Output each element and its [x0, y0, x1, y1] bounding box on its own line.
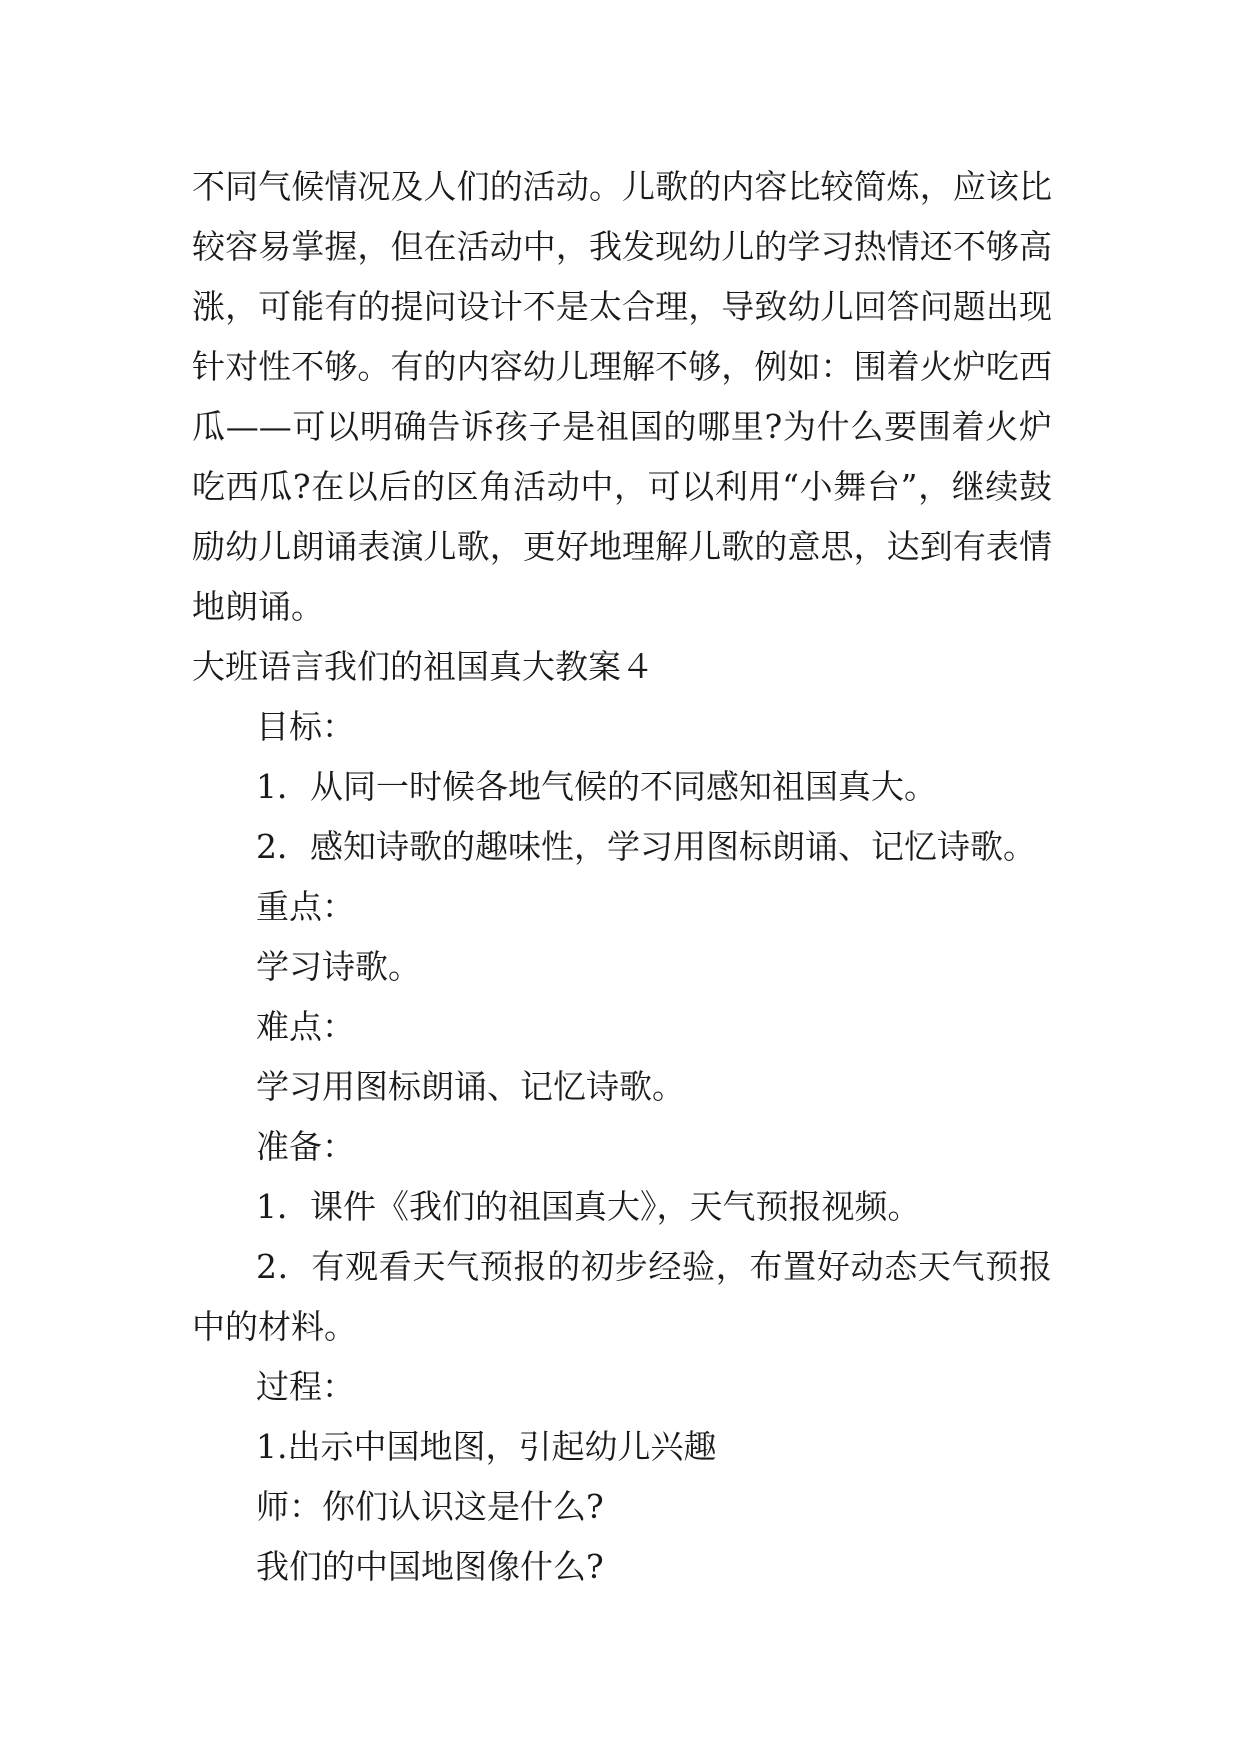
section-title: 大班语言我们的祖国真大教案４: [192, 647, 654, 686]
goal-item: 2．感知诗歌的趣味性，学习用图标朗诵、记忆诗歌。: [256, 827, 1036, 866]
paragraph-line: 励幼儿朗诵表演儿歌，更好地理解儿歌的意思，达到有表情: [192, 527, 1052, 566]
process-heading: 过程：: [256, 1367, 355, 1406]
process-item: 1.出示中国地图，引起幼儿兴趣: [256, 1427, 717, 1466]
key-point-text: 学习诗歌。: [256, 947, 421, 986]
difficulty-text: 学习用图标朗诵、记忆诗歌。: [256, 1067, 685, 1106]
paragraph-line: 涨，可能有的提问设计不是太合理，导致幼儿回答问题出现: [192, 287, 1052, 326]
preparation-item: 2．有观看天气预报的初步经验，布置好动态天气预报: [256, 1247, 1052, 1286]
preparation-item-continued: 中的材料。: [192, 1307, 357, 1346]
paragraph-line: 不同气候情况及人们的活动。儿歌的内容比较简炼，应该比: [192, 167, 1052, 206]
process-item: 我们的中国地图像什么?: [256, 1547, 604, 1586]
paragraph-line: 瓜——可以明确告诉孩子是祖国的哪里?为什么要围着火炉: [192, 407, 1052, 446]
preparation-item: 1．课件《我们的祖国真大》，天气预报视频。: [256, 1187, 921, 1226]
paragraph-line: 针对性不够。有的内容幼儿理解不够，例如：围着火炉吃西: [192, 347, 1052, 386]
key-point-heading: 重点：: [256, 887, 355, 926]
paragraph-line: 吃西瓜?在以后的区角活动中，可以利用“小舞台”，继续鼓: [192, 467, 1052, 506]
process-item: 师：你们认识这是什么?: [256, 1487, 604, 1526]
goal-heading: 目标：: [256, 707, 355, 746]
difficulty-heading: 难点：: [256, 1007, 355, 1046]
paragraph-line: 地朗诵。: [192, 587, 324, 626]
paragraph-line: 较容易掌握，但在活动中，我发现幼儿的学习热情还不够高: [192, 227, 1052, 266]
goal-item: 1．从同一时候各地气候的不同感知祖国真大。: [256, 767, 937, 806]
preparation-heading: 准备：: [256, 1127, 355, 1166]
